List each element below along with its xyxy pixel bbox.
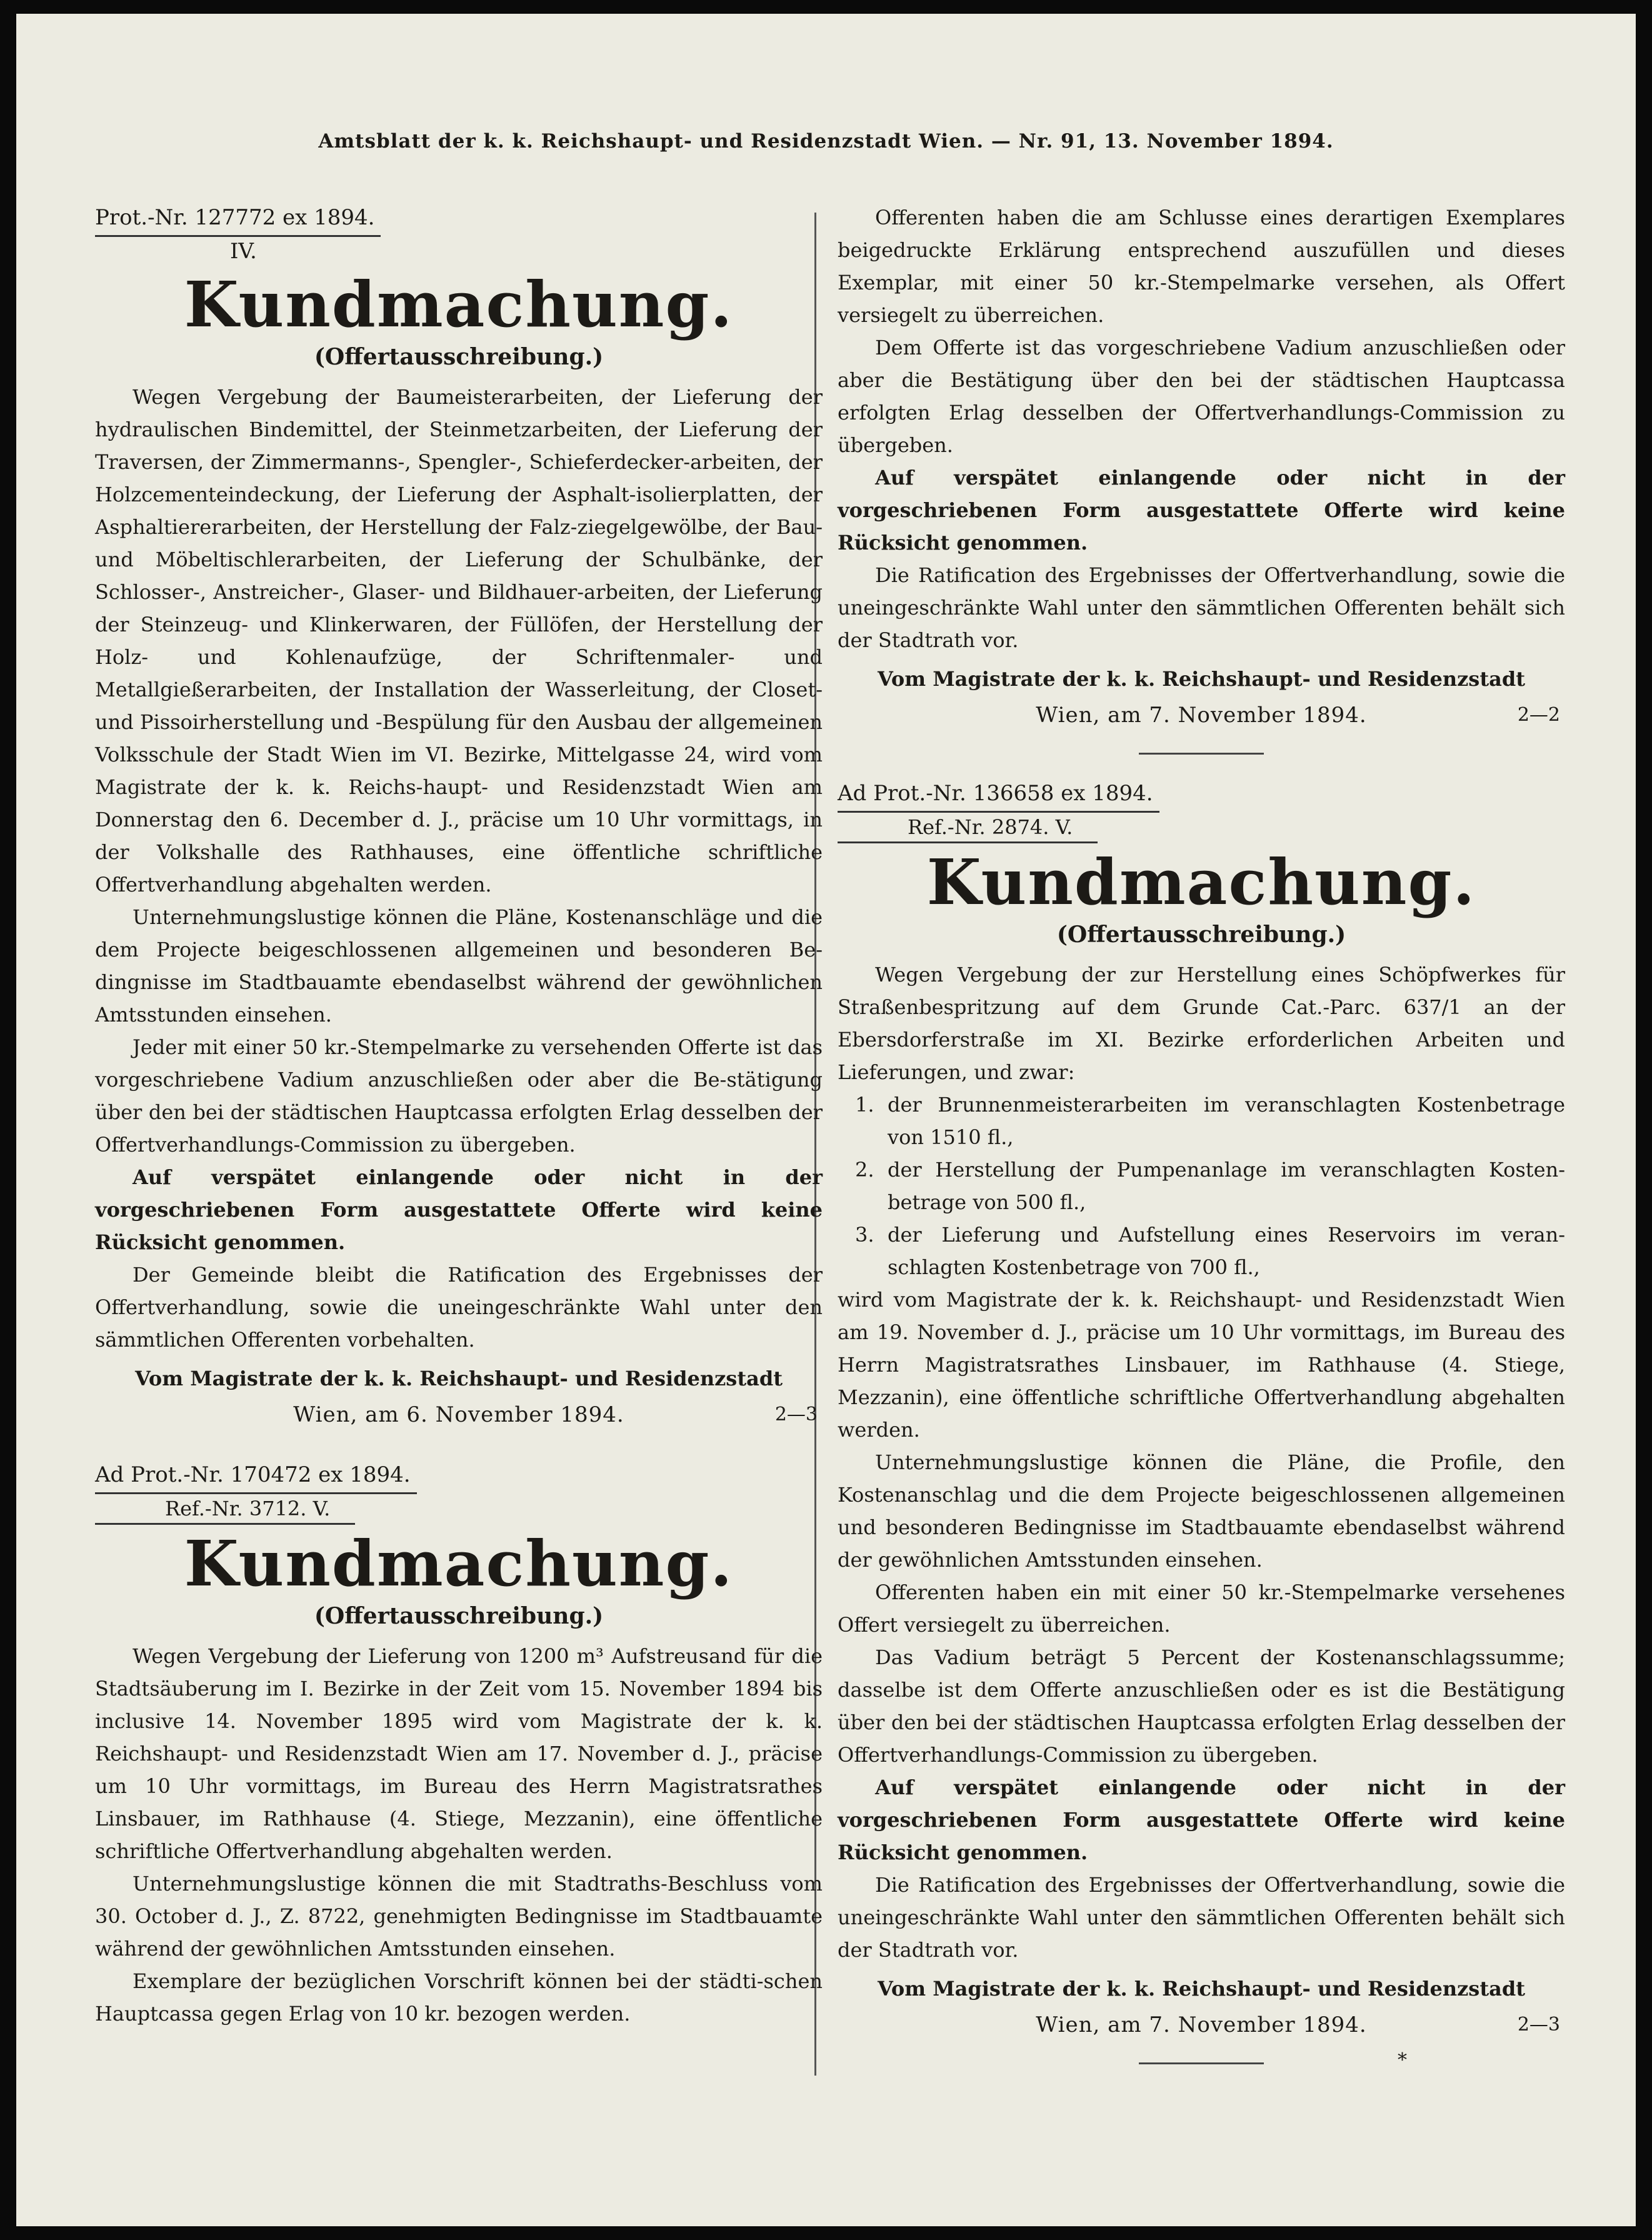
signature-line: Vom Magistrate der k. k. Reichshaupt- und Residenzstadt	[878, 1977, 1525, 2001]
printer-mark: *	[1398, 2049, 1407, 2071]
notice-paragraph: Wegen Vergebung der Baumeisterarbeiten, der Lieferung der hydraulischen Bindemittel, der Steinmetzarbeiten, der Lieferung der Traversen, der Zimmermanns-, Spengler-, Schieferdecker-arbeiten, der Holzcementeindeckung, der Lieferung der Asphalt-isolierplatten, der Asphaltiererarbeiten, der Herstellung der Falz-ziegelgewölbe, der Bau- und Möbeltischlerarbeiten, der Lieferung der Schulbänke, der Schlosser-, Anstreicher-, Glaser- und Bildhauer-arbeiten, der Lieferung der Steinzeug- und Klinkerwaren, der Füllöfen, der Herstellung der Holz- und Kohlenaufzüge, der Schriftenmaler- und Metallgießerarbeiten, der Installation der Wasserleitung, der Closet- und Pissoirherstellung und -Bespülung für den Ausbau der allgemeinen Volksschule der Stadt Wien im VI. Bezirke, Mittelgasse 24, wird vom Magistrate der k. k. Reichs-haupt- und Residenzstadt Wien am Donnerstag den 6. December d. J., präcise um 10 Uhr vormittags, in der Volkshalle des Rathhauses, eine öffentliche schriftliche Offertverhandlung abgehalten werden.	[95, 385, 823, 897]
date-row	[95, 1396, 823, 1434]
notice-date: Wien, am 7. November 1894.	[1036, 703, 1367, 728]
date-row	[838, 2006, 1565, 2044]
list-text: der Brunnenmeisterarbeiten im veranschlagten Kostenbetrage von 1510 fl.,	[888, 1093, 1565, 1149]
list-item	[838, 1088, 1565, 1153]
roman-numeral: IV.	[230, 239, 257, 264]
notice-subtitle: (Offertausschreibung.)	[1056, 922, 1346, 948]
notice-subtitle: (Offertausschreibung.)	[314, 344, 604, 370]
notice-paragraph: Exemplare der bezüglichen Vorschrift können bei der städti-schen Hauptcassa gegen Erlag von 10 kr. bezogen werden.	[95, 1969, 823, 2026]
notice-paragraph: Wegen Vergebung der zur Herstellung eines Schöpfwerkes für Straßenbespritzung auf dem Grunde Cat.-Parc. 637/1 an der Ebersdorferstraße im XI. Bezirke erforderlichen Arbeiten und Lieferungen, und zwar:	[838, 963, 1565, 1084]
notice-date: Wien, am 6. November 1894.	[293, 1402, 624, 1427]
notice-paragraph: Das Vadium beträgt 5 Percent der Kostenanschlagssumme; dasselbe ist dem Offerte anzuschließen oder es ist die Bestätigung über den bei der städtischen Hauptcassa erfolgten Erlag desselben der Offertverhandlungs-Commission zu übergeben.	[838, 1645, 1565, 1767]
document-page	[16, 14, 1636, 2226]
signature-line: Vom Magistrate der k. k. Reichshaupt- und Residenzstadt	[878, 667, 1525, 691]
section-separator	[1139, 753, 1264, 755]
notice-127772	[95, 201, 823, 1434]
ref-number: Ref.-Nr. 3712. V.	[95, 1494, 355, 1525]
notice-title: Kundmachung.	[184, 1527, 734, 1600]
list-text: der Herstellung der Pumpenanlage im veranschlagten Kosten-betrage von 500 fl.,	[888, 1158, 1565, 1214]
list-item	[838, 1218, 1565, 1283]
notice-paragraph: Unternehmungslustige können die Pläne, Kostenanschläge und die dem Projecte beigeschlossenen allgemeinen und besonderen Be-dingnisse im Stadtbauamte ebendaselbst während der gewöhnlichen Amtsstunden einsehen.	[95, 905, 823, 1027]
list-number: 3.	[855, 1223, 874, 1247]
notice-paragraph: Unternehmungslustige können die Pläne, die Profile, den Kostenanschlag und die dem Projecte beigeschlossenen allgemeinen und besonderen Bedingnisse im Stadtbauamte ebendaselbst während der gewöhnlichen Amtsstunden einsehen.	[838, 1450, 1565, 1572]
notice-136658	[838, 777, 1565, 2064]
prot-number: Ad Prot.-Nr. 170472 ex 1894.	[95, 1459, 417, 1494]
notice-paragraph-bold: Auf verspätet einlangende oder nicht in der vorgeschriebenen Form ausgestattete Offerte wird keine Rücksicht genommen.	[95, 1165, 823, 1254]
issue-count: 2—3	[1517, 2014, 1560, 2036]
notice-paragraph: Offerenten haben die am Schlusse eines derartigen Exemplares beigedruckte Erklärung entsprechend auszufüllen und dieses Exemplar, mit einer 50 kr.-Stempelmarke versehen, als Offert versiegelt zu überreichen.	[838, 206, 1565, 327]
notice-paragraph: Dem Offerte ist das vorgeschriebene Vadium anzuschließen oder aber die Bestätigung über den bei der städtischen Hauptcassa erfolgten Erlag desselben der Offertverhandlungs-Commission zu übergeben.	[838, 336, 1565, 457]
notice-title: Kundmachung.	[926, 845, 1476, 919]
notice-paragraph-bold: Auf verspätet einlangende oder nicht in der vorgeschriebenen Form ausgestattete Offerte wird keine Rücksicht genommen.	[838, 1775, 1565, 1864]
list-item	[838, 1153, 1565, 1218]
notice-paragraph: Offerenten haben ein mit einer 50 kr.-Stempelmarke versehenes Offert versiegelt zu überreichen.	[838, 1580, 1565, 1637]
list-text: der Lieferung und Aufstellung eines Reservoirs im veran-schlagten Kostenbetrage von 700 fl.,	[888, 1223, 1565, 1279]
ref-number: Ref.-Nr. 2874. V.	[838, 813, 1098, 843]
page-header: Amtsblatt der k. k. Reichshaupt- und Residenzstadt Wien. — Nr. 91, 13. November 1894.	[318, 130, 1334, 153]
notice-paragraph: Unternehmungslustige können die mit Stadtraths-Beschluss vom 30. October d. J., Z. 8722, genehmigten Bedingnisse im Stadtbauamte während der gewöhnlichen Amtsstunden einsehen.	[95, 1872, 823, 1961]
notice-continuation	[838, 201, 1565, 734]
notice-paragraph: Wegen Vergebung der Lieferung von 1200 m³ Aufstreusand für die Stadtsäuberung im I. Bezirke in der Zeit vom 15. November 1894 bis inclusive 14. November 1895 wird vom Magistrate der k. k. Reichshaupt- und Residenzstadt Wien am 17. November d. J., präcise um 10 Uhr vormittags, im Bureau des Herrn Magistratsrathes Linsbauer, im Rathhause (4. Stiege, Mezzanin), eine öffentliche schriftliche Offertverhandlung abgehalten werden.	[95, 1644, 823, 1863]
right-column	[838, 201, 1565, 2087]
signature-line: Vom Magistrate der k. k. Reichshaupt- und Residenzstadt	[135, 1367, 783, 1390]
notice-paragraph: wird vom Magistrate der k. k. Reichshaupt- und Residenzstadt Wien am 19. November d. J., präcise um 10 Uhr vormittags, im Bureau des Herrn Magistratsrathes Linsbauer, im Rathhause (4. Stiege, Mezzanin), eine öffentliche schriftliche Offertverhandlung abgehalten werden.	[838, 1288, 1565, 1442]
notice-subtitle: (Offertausschreibung.)	[314, 1603, 604, 1629]
prot-number: Ad Prot.-Nr. 136658 ex 1894.	[838, 777, 1159, 813]
notice-title: Kundmachung.	[184, 268, 734, 341]
issue-count: 2—3	[774, 1404, 818, 1425]
notice-170472	[95, 1459, 823, 2030]
issue-count: 2—2	[1517, 704, 1560, 726]
notice-paragraph: Die Ratification des Ergebnisses der Offertverhandlung, sowie die uneingeschränkte Wahl unter den sämmtlichen Offerenten behält sich der Stadtrath vor.	[838, 1873, 1565, 1962]
list-number: 1.	[855, 1093, 874, 1117]
left-column	[95, 201, 823, 2030]
notice-paragraph-bold: Auf verspätet einlangende oder nicht in der vorgeschriebenen Form ausgestattete Offerte wird keine Rücksicht genommen.	[838, 466, 1565, 555]
notice-paragraph: Die Ratification des Ergebnisses der Offertverhandlung, sowie die uneingeschränkte Wahl unter den sämmtlichen Offerenten behält sich der Stadtrath vor.	[838, 563, 1565, 652]
notice-paragraph: Jeder mit einer 50 kr.-Stempelmarke zu versehenden Offerte ist das vorgeschriebene Vadium anzuschließen oder aber die Be-stätigung über den bei der städtischen Hauptcassa erfolgten Erlag desselben der Offertverhandlungs-Commission zu übergeben.	[95, 1035, 823, 1157]
notice-paragraph: Der Gemeinde bleibt die Ratification des Ergebnisses der Offertverhandlung, sowie die uneingeschränkte Wahl unter den sämmtlichen Offerenten vorbehalten.	[95, 1263, 823, 1352]
list-number: 2.	[855, 1158, 874, 1182]
prot-number: Prot.-Nr. 127772 ex 1894.	[95, 201, 381, 237]
date-row	[838, 696, 1565, 734]
notice-date: Wien, am 7. November 1894.	[1036, 2012, 1367, 2037]
section-separator	[1139, 2062, 1264, 2064]
